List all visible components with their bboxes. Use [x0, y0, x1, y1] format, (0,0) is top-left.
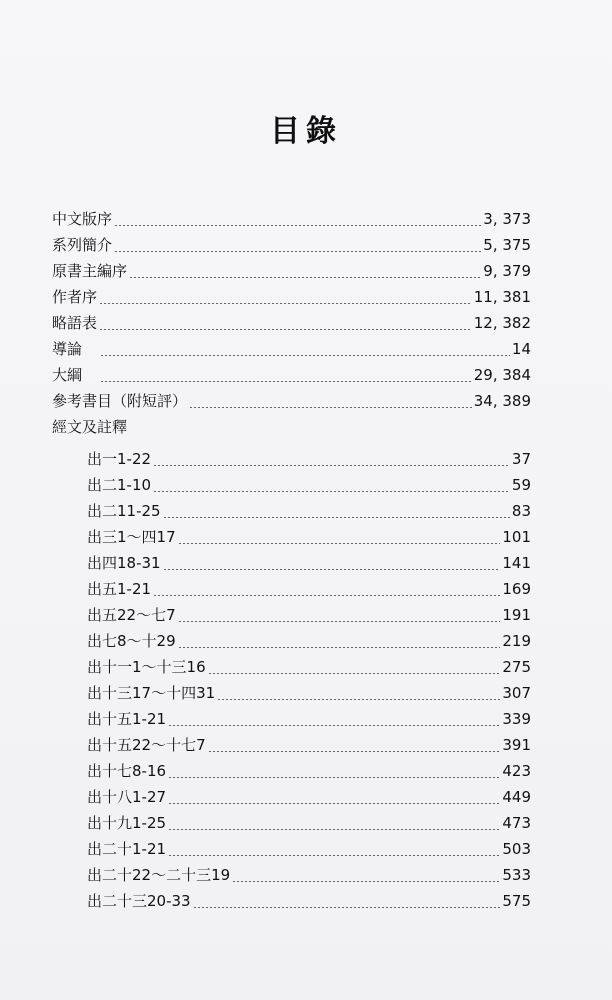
toc-entry-label: 中文版序 — [52, 210, 113, 228]
toc-section-heading[interactable] — [52, 416, 531, 438]
toc-entry-label: 經文及註釋 — [52, 418, 128, 436]
toc-sub-entry[interactable] — [87, 448, 531, 470]
toc-entry-page: 11, 381 — [473, 288, 531, 306]
toc-sub-entry[interactable] — [87, 578, 531, 600]
toc-sub-entry[interactable] — [87, 656, 531, 678]
dot-leader — [168, 725, 500, 726]
toc-entry-label: 出四18-31 — [87, 554, 161, 572]
toc-entry[interactable] — [52, 286, 531, 308]
dot-leader — [178, 647, 501, 648]
toc-entry-label: 系列簡介 — [52, 236, 113, 254]
page-title: 目錄 — [270, 114, 342, 149]
toc-entry-page: 83 — [511, 502, 531, 520]
toc-entry-label: 出十七8-16 — [87, 762, 167, 780]
toc-entry[interactable] — [52, 234, 531, 256]
toc-entry-page: 101 — [502, 528, 531, 546]
dot-leader — [168, 829, 500, 830]
toc-entry-page: 5, 375 — [483, 236, 531, 254]
dot-leader — [217, 699, 500, 700]
dot-leader — [153, 595, 500, 596]
toc-entry-page: 391 — [502, 736, 531, 754]
toc-entry-label: 出十一1～十三16 — [87, 658, 206, 676]
dot-leader — [178, 621, 501, 622]
toc-sub-entry[interactable] — [87, 864, 531, 886]
toc-entry-label: 出二1-10 — [87, 476, 152, 494]
toc-entry-label: 作者序 — [52, 288, 98, 306]
toc-sub-entry[interactable] — [87, 812, 531, 834]
toc-entry[interactable] — [52, 390, 531, 412]
toc-entry-label: 出十五1-21 — [87, 710, 167, 728]
dot-leader — [163, 569, 501, 570]
toc-sub-entry[interactable] — [87, 838, 531, 860]
dot-leader — [114, 225, 481, 226]
toc-entry-page: 9, 379 — [483, 262, 531, 280]
toc-entry-page: 473 — [502, 814, 531, 832]
toc-entry[interactable] — [52, 364, 531, 386]
toc-entry-label: 出十八1-27 — [87, 788, 167, 806]
toc-sub-entry[interactable] — [87, 890, 531, 912]
toc-sub-entry[interactable] — [87, 682, 531, 704]
dot-leader — [178, 543, 501, 544]
dot-leader — [99, 303, 472, 304]
toc-sub-entry[interactable] — [87, 786, 531, 808]
dot-leader — [168, 777, 500, 778]
dot-leader — [193, 907, 501, 908]
toc-entry-label: 原書主編序 — [52, 262, 128, 280]
toc-entry-page: 503 — [502, 840, 531, 858]
toc-entry-page: 141 — [502, 554, 531, 572]
toc-entry-page: 307 — [502, 684, 531, 702]
toc-sub-entry[interactable] — [87, 552, 531, 574]
toc-sub-entry[interactable] — [87, 526, 531, 548]
toc-sub-entry[interactable] — [87, 500, 531, 522]
toc-entry-label: 出五1-21 — [87, 580, 152, 598]
toc-entry[interactable] — [52, 208, 531, 230]
dot-leader — [100, 355, 510, 356]
toc-entry-label: 略語表 — [52, 314, 98, 332]
toc-sub-entry[interactable] — [87, 474, 531, 496]
toc-entry-label: 出五22～七7 — [87, 606, 176, 624]
dot-leader — [163, 517, 510, 518]
toc-entry-label: 導論 — [52, 340, 83, 358]
toc-entry-page: 14 — [511, 340, 531, 358]
toc-entry-label: 出二十三20-33 — [87, 892, 191, 910]
dot-leader — [208, 673, 501, 674]
dot-leader — [99, 329, 472, 330]
toc-entry[interactable] — [52, 312, 531, 334]
toc-sub-entry[interactable] — [87, 734, 531, 756]
toc-entry-page: 275 — [502, 658, 531, 676]
toc-entry-page: 339 — [502, 710, 531, 728]
toc-entry-label: 出二11-25 — [87, 502, 161, 520]
toc-entry-label: 參考書目（附短評） — [52, 392, 188, 410]
dot-leader — [208, 751, 501, 752]
toc-entry-page: 29, 384 — [473, 366, 531, 384]
toc-sub-entry[interactable] — [87, 630, 531, 652]
toc-entry-label: 出二十1-21 — [87, 840, 167, 858]
toc-entry-page: 533 — [502, 866, 531, 884]
dot-leader — [189, 407, 472, 408]
dot-leader — [129, 277, 481, 278]
toc-entry-page: 169 — [502, 580, 531, 598]
toc-sub-entry[interactable] — [87, 760, 531, 782]
toc-sub-entry[interactable] — [87, 708, 531, 730]
dot-leader — [114, 251, 481, 252]
dot-leader — [153, 465, 510, 466]
dot-leader — [100, 381, 472, 382]
toc-entry-page: 191 — [502, 606, 531, 624]
toc-sub-entry[interactable] — [87, 604, 531, 626]
toc-entry-page: 219 — [502, 632, 531, 650]
dot-leader — [232, 881, 500, 882]
dot-leader — [168, 855, 500, 856]
toc-entry-label: 大綱 — [52, 366, 83, 384]
toc-entry-label: 出一1-22 — [87, 450, 152, 468]
toc-entry-page: 12, 382 — [473, 314, 531, 332]
toc-entry-label: 出十九1-25 — [87, 814, 167, 832]
toc-entry-label: 出三1～四17 — [87, 528, 176, 546]
toc-entry[interactable] — [52, 338, 531, 360]
toc-entry-label: 出十三17～十四31 — [87, 684, 216, 702]
toc-entry-page: 37 — [511, 450, 531, 468]
toc-entry-page: 423 — [502, 762, 531, 780]
dot-leader — [153, 491, 510, 492]
toc-entry[interactable] — [52, 260, 531, 282]
toc-entry-label: 出七8～十29 — [87, 632, 176, 650]
toc-entry-page: 575 — [502, 892, 531, 910]
dot-leader — [168, 803, 500, 804]
toc-entry-page: 59 — [511, 476, 531, 494]
toc-entry-page: 449 — [502, 788, 531, 806]
toc-entry-page: 3, 373 — [483, 210, 531, 228]
toc-entry-label: 出二十22～二十三19 — [87, 866, 231, 884]
toc-entry-label: 出十五22～十七7 — [87, 736, 206, 754]
toc-entry-page: 34, 389 — [473, 392, 531, 410]
